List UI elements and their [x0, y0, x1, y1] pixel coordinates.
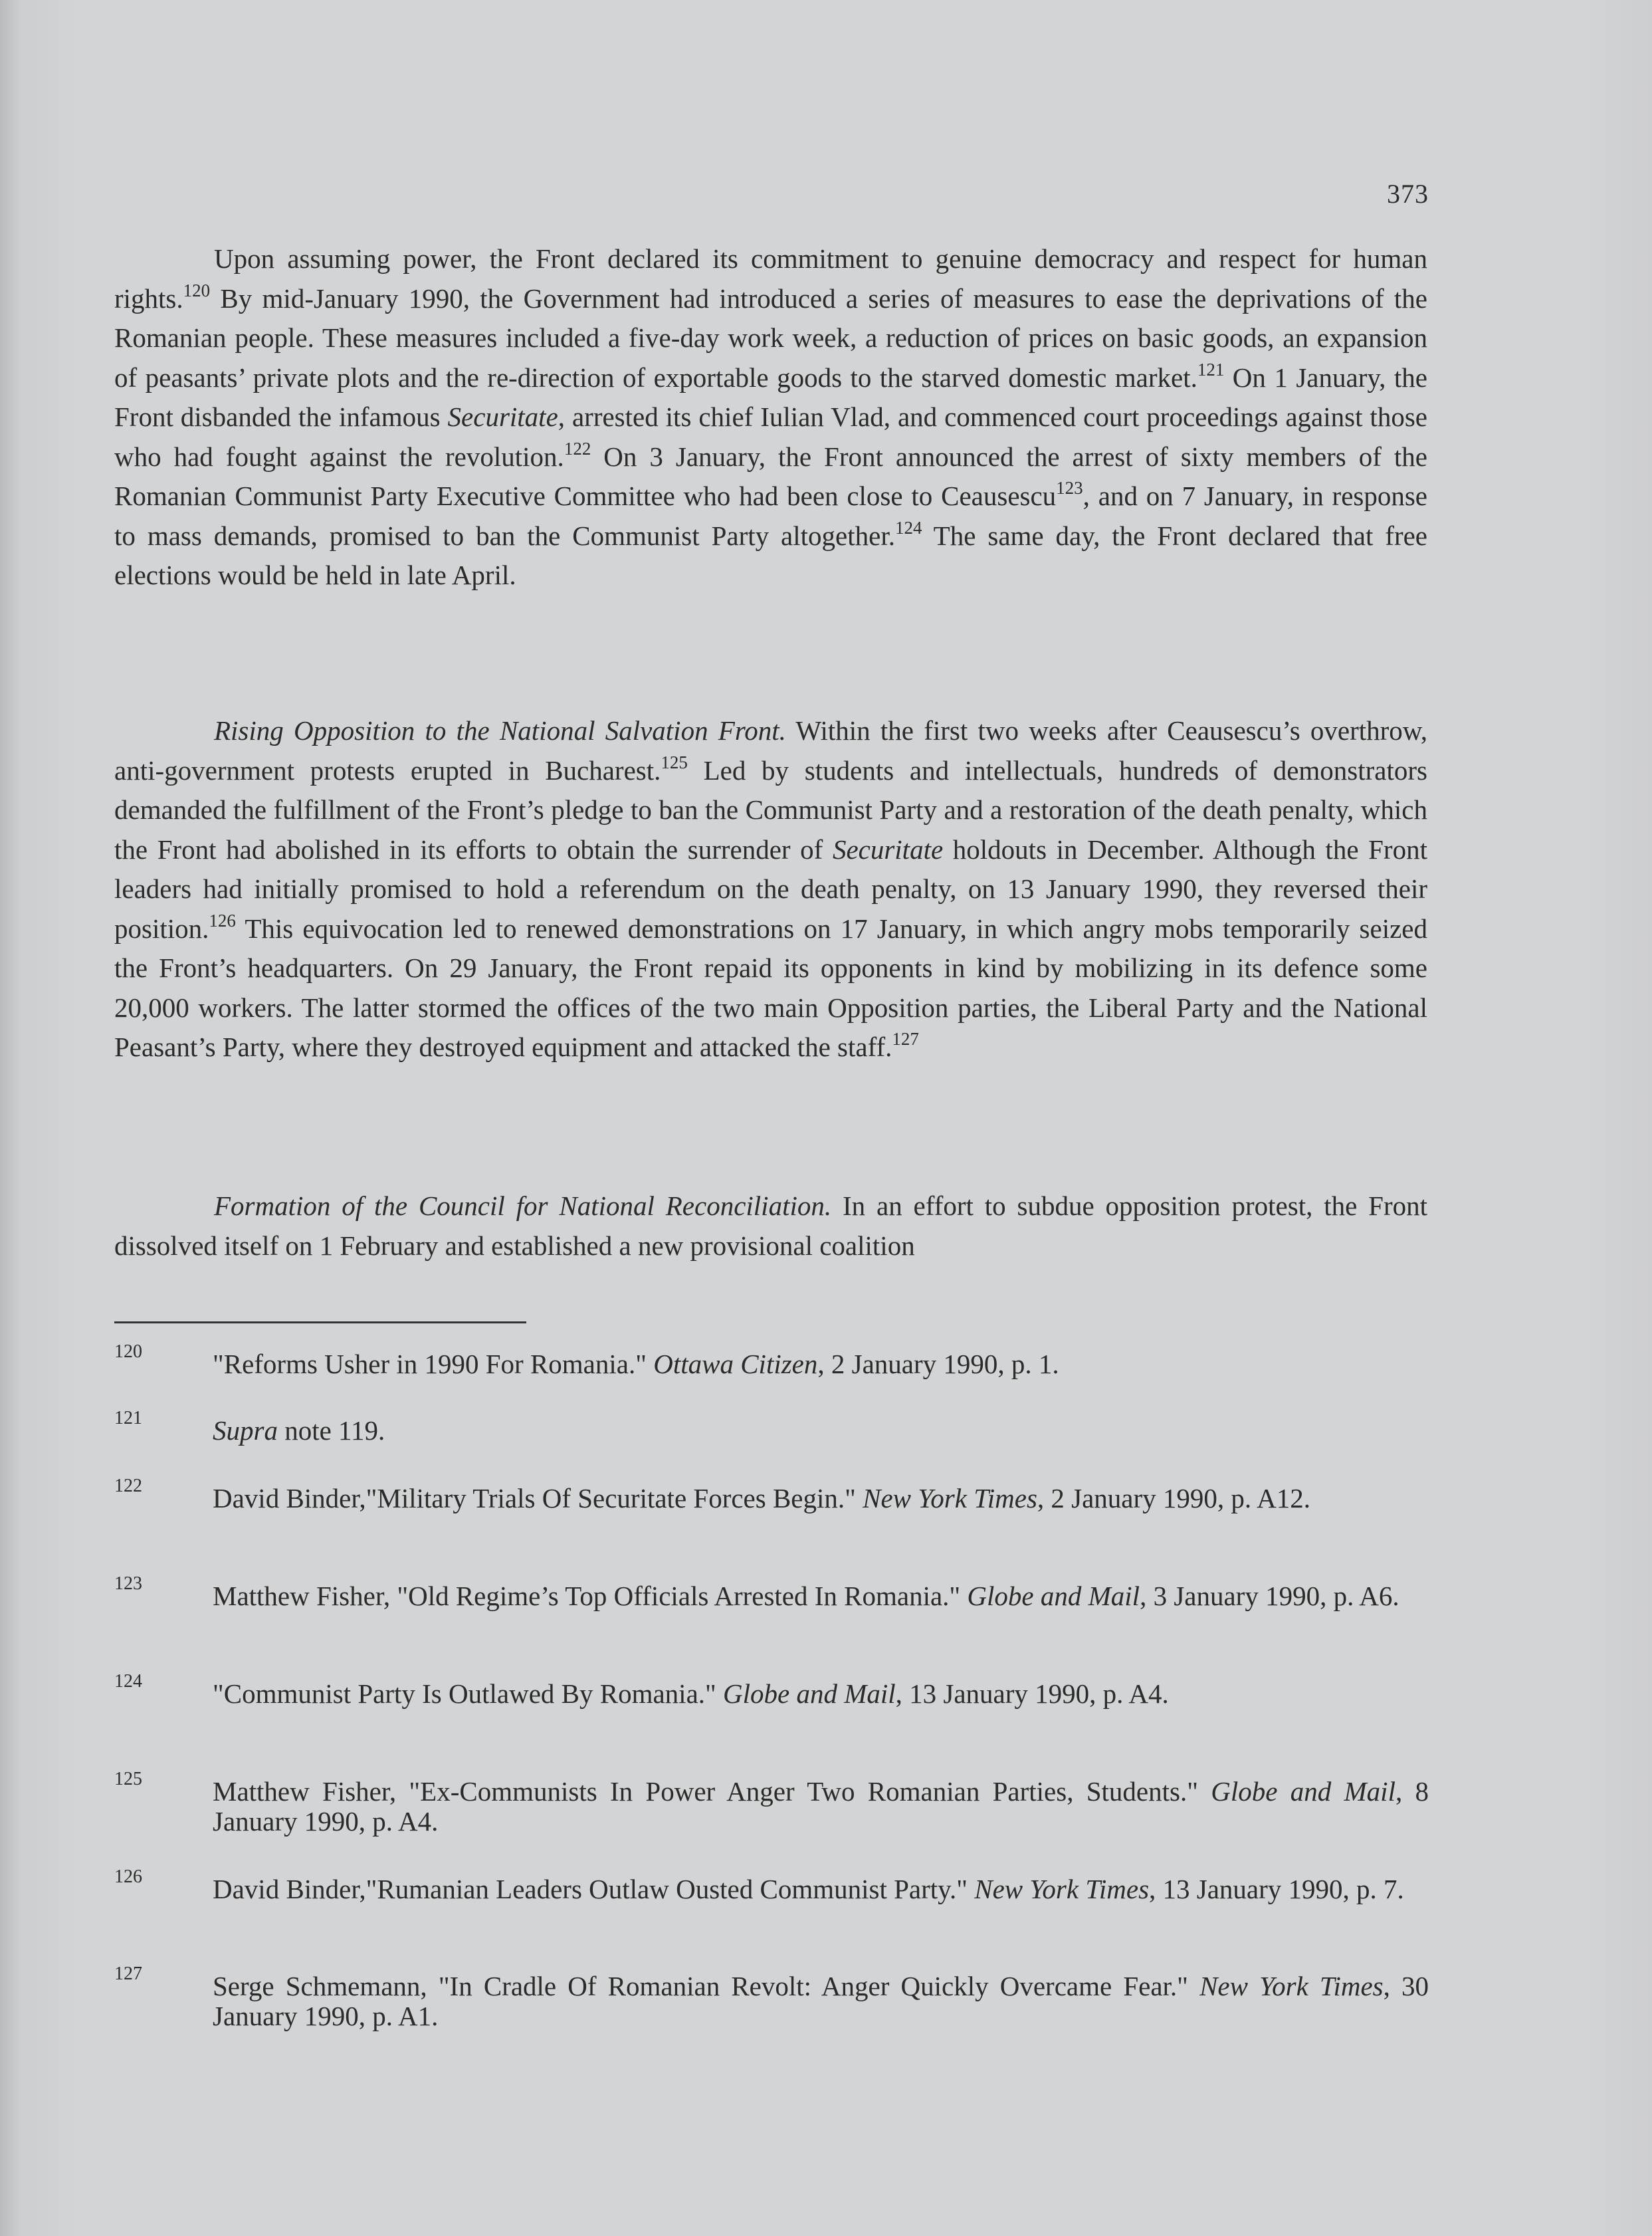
- text-run: , and on 7 January, in response to mass demands, promised to ban the Communist Party altogether.: [114, 481, 1428, 551]
- text-run: note 119.: [277, 1415, 385, 1446]
- footnote-ref: 126: [209, 910, 236, 931]
- footnote-ref: 123: [1056, 478, 1083, 498]
- footnote-ref: 127: [892, 1029, 919, 1049]
- publication-title: New York Times: [974, 1874, 1150, 1904]
- paragraph-text: [114, 239, 1427, 596]
- footnote-ref: 122: [564, 438, 591, 459]
- footnote-ref: 124: [894, 517, 922, 538]
- footnote-number: 123: [114, 1573, 142, 1594]
- footnote-number: 122: [114, 1476, 142, 1496]
- text-run: , 2 January 1990, p. 1.: [817, 1349, 1059, 1379]
- text-run: Upon assuming power, the Front declared its commitment to genuine democracy and respect for human rights.: [114, 243, 1427, 314]
- footnote-number: 126: [114, 1866, 142, 1887]
- text-run: , arrested its chief Iulian Vlad, and commenced court proceedings against those who had fought against the revolution.: [114, 401, 1427, 472]
- text-run: Matthew Fisher, "Ex-Communists In Power Anger Two Romanian Parties, Students.": [213, 1776, 1211, 1807]
- footnote-text: [213, 1484, 1429, 1513]
- section-heading: Formation of the Council for National Reconciliation.: [214, 1190, 832, 1221]
- footnote-number: 127: [114, 1963, 142, 1984]
- text-run: "Communist Party Is Outlawed By Romania.": [213, 1678, 724, 1709]
- footnote-number: 120: [114, 1341, 142, 1362]
- text-run: Led by students and intellectuals, hundreds of demonstrators demanded the fulfillment of the Front’s pledge to ban the Communist Party and a restoration of the death penalty, which the Front had abolished in its efforts to obtain the surrender of: [114, 754, 1428, 865]
- italic-term: Securitate: [447, 401, 558, 432]
- footnote-text: [213, 1679, 1429, 1709]
- text-run: , 13 January 1990, p. A4.: [895, 1678, 1169, 1709]
- text-run: "Reforms Usher in 1990 For Romania.": [213, 1349, 654, 1379]
- publication-title: New York Times: [1199, 1971, 1384, 2001]
- paragraph-front-commitment: [114, 239, 1427, 596]
- publication-title: Ottawa Citizen: [653, 1349, 818, 1379]
- publication-title: Supra: [213, 1415, 278, 1446]
- text-run: On 3 January, the Front announced the arrest of sixty members of the Romanian Communist Party Executive Committee who had been close to Ceausescu: [114, 441, 1427, 511]
- footnote-number: 124: [114, 1671, 142, 1692]
- text-run: , 2 January 1990, p. A12.: [1037, 1483, 1311, 1513]
- paragraph-rising-opposition: [114, 711, 1427, 1067]
- text-run: Within the first two weeks after Ceausescu’s overthrow, anti-government protests erupted in Bucharest.: [114, 715, 1427, 786]
- text-run: This equivocation led to renewed demonstrations on 17 January, in which angry mobs temporarily seized the Front’s headquarters. On 29 January, the Front repaid its opponents in kind by mobilizing in its defence some 20,000 workers. The latter stormed the offices of the two main Opposition parties, the Liberal Party and the National Peasant’s Party, where they destroyed equipment and attacked the staff.: [114, 913, 1427, 1062]
- publication-title: Globe and Mail: [1211, 1776, 1395, 1807]
- footnote-separator: [114, 1321, 526, 1323]
- text-run: On 1 January, the Front disbanded the infamous: [114, 362, 1427, 432]
- paragraph-council-formation: [114, 1186, 1427, 1266]
- text-run: In an effort to subdue opposition protest, the Front dissolved itself on 1 February and established a new provisional coalition: [114, 1190, 1427, 1261]
- text-run: , 8 January 1990, p. A4.: [213, 1776, 1429, 1837]
- paragraph-text: [114, 711, 1427, 1067]
- italic-term: Securitate: [832, 834, 944, 865]
- text-run: holdouts in December. Although the Front leaders had initially promised to hold a referendum on the death penalty, on 13 January 1990, they reversed their position.: [114, 834, 1427, 944]
- text-run: The same day, the Front declared that free elections would be held in late April.: [114, 520, 1428, 590]
- footnote-text: [213, 1416, 1429, 1446]
- text-run: Matthew Fisher, "Old Regime’s Top Officials Arrested In Romania.": [213, 1581, 968, 1611]
- footnote-ref: 121: [1197, 359, 1225, 380]
- publication-title: New York Times: [863, 1483, 1037, 1513]
- text-run: , 13 January 1990, p. 7.: [1149, 1874, 1404, 1904]
- footnote-ref: 125: [661, 752, 688, 772]
- text-run: , 3 January 1990, p. A6.: [1140, 1581, 1399, 1611]
- footnote-text: [213, 1777, 1429, 1837]
- footnote-ref: 120: [183, 280, 211, 300]
- footnote-text: [213, 1874, 1429, 1904]
- footnote-text: [213, 1349, 1429, 1379]
- publication-title: Globe and Mail: [967, 1581, 1140, 1611]
- publication-title: Globe and Mail: [723, 1678, 896, 1709]
- footnote-number: 125: [114, 1769, 142, 1789]
- text-run: , 30 January 1990, p. A1.: [213, 1971, 1429, 2031]
- paragraph-text: [114, 1186, 1427, 1266]
- footnote-text: [213, 1581, 1429, 1611]
- text-run: David Binder,"Military Trials Of Securitate Forces Begin.": [213, 1483, 863, 1513]
- section-heading: Rising Opposition to the National Salvation Front.: [214, 715, 786, 746]
- footnote-number: 121: [114, 1408, 142, 1428]
- text-run: Serge Schmemann, "In Cradle Of Romanian Revolt: Anger Quickly Overcame Fear.": [213, 1971, 1200, 2001]
- page-number: 373: [1387, 179, 1429, 209]
- text-run: David Binder,"Rumanian Leaders Outlaw Ousted Communist Party.": [213, 1874, 975, 1904]
- text-run: By mid-January 1990, the Government had introduced a series of measures to ease the deprivations of the Romanian people. These measures included a five-day work week, a reduction of prices on basic goods, an expansion of peasants’ private plots and the re-direction of exportable goods to the starved domestic market.: [114, 282, 1427, 393]
- footnote-text: [213, 1971, 1429, 2031]
